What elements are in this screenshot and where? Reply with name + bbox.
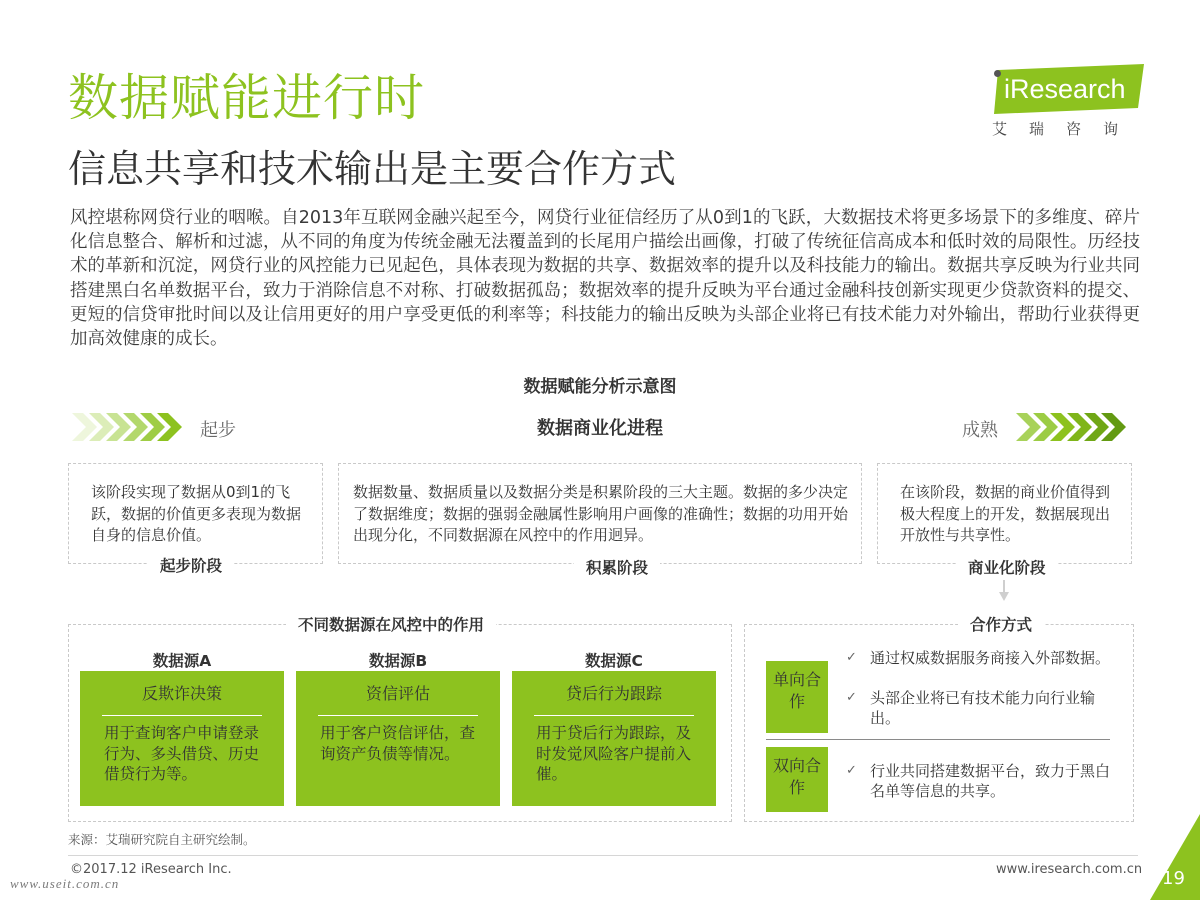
logo-cn-text: 艾瑞咨询 bbox=[992, 120, 1141, 138]
stage-box-commercial bbox=[877, 463, 1132, 564]
iresearch-logo bbox=[988, 60, 1148, 140]
one-way-item-1 bbox=[846, 648, 1116, 668]
arrow-down-icon bbox=[998, 580, 1010, 602]
one-way-item-2-text: 头部企业将已有技术能力向行业输出。 bbox=[870, 689, 1096, 727]
diagram-title: 数据赋能分析示意图 bbox=[523, 377, 677, 397]
stage-start-description: 该阶段实现了数据从0到1的飞跃，数据的价值更多表现为数据自身的信息价值。 bbox=[91, 483, 302, 544]
source-c-body: 用于贷后行为跟踪，及时发觉风险客户提前入催。 bbox=[536, 724, 692, 783]
cooperation-title: 合作方式 bbox=[958, 613, 1044, 635]
stage-mature-label: 成熟 bbox=[962, 420, 998, 441]
data-sources-title: 不同数据源在风控中的作用 bbox=[286, 613, 496, 635]
source-a-body: 用于查询客户申请登录行为、多头借贷、历史借贷行为等。 bbox=[104, 724, 260, 783]
two-way-item-1-text: 行业共同搭建数据平台，致力于黑白名单等信息的共享。 bbox=[870, 762, 1111, 800]
source-b-heading: 资信评估 bbox=[365, 684, 430, 703]
checkmark-icon: ✓ bbox=[846, 763, 857, 778]
page-number: 19 bbox=[1162, 868, 1185, 889]
one-way-item-2 bbox=[846, 688, 1116, 728]
source-c-card bbox=[512, 671, 716, 806]
source-b-title: 数据源B bbox=[368, 652, 428, 670]
stage-start-phase-label: 起步阶段 bbox=[148, 554, 234, 576]
process-title: 数据商业化进程 bbox=[537, 418, 663, 439]
source-c-heading: 贷后行为跟踪 bbox=[565, 684, 662, 703]
logo-dot-icon bbox=[994, 70, 1001, 77]
copyright-text: ©2017.12 iResearch Inc. bbox=[70, 862, 232, 877]
footer-divider bbox=[68, 855, 1138, 856]
cooperation-divider bbox=[766, 739, 1110, 740]
stage-accumulate-phase-label: 积累阶段 bbox=[574, 556, 660, 578]
page-title: 数据赋能进行时 bbox=[68, 69, 425, 127]
logo-brand-text: iResearch bbox=[1004, 74, 1126, 104]
source-b-body: 用于客户资信评估，查询资产负债等情况。 bbox=[320, 724, 476, 763]
watermark-text: www.useit.com.cn bbox=[10, 876, 120, 891]
website-link[interactable]: www.iresearch.com.cn bbox=[996, 862, 1143, 877]
one-way-cooperation-tag: 单向合作 bbox=[766, 661, 828, 733]
source-a-card bbox=[80, 671, 284, 806]
source-b-divider bbox=[318, 715, 478, 716]
source-a-heading: 反欺诈决策 bbox=[141, 684, 222, 703]
stage-commercial-phase-label: 商业化阶段 bbox=[956, 556, 1058, 578]
source-c-title: 数据源C bbox=[585, 652, 643, 670]
checkmark-icon: ✓ bbox=[846, 690, 857, 705]
checkmark-icon: ✓ bbox=[846, 650, 857, 665]
two-way-cooperation-tag: 双向合作 bbox=[766, 747, 828, 812]
source-a-divider bbox=[102, 715, 262, 716]
stage-box-start bbox=[68, 463, 323, 564]
two-way-item-1 bbox=[846, 761, 1116, 801]
one-way-item-1-text: 通过权威数据服务商接入外部数据。 bbox=[870, 649, 1111, 667]
stage-box-accumulate bbox=[338, 463, 862, 564]
stage-commercial-description: 在该阶段，数据的商业价值得到极大程度上的开发，数据展现出开放性与共享性。 bbox=[900, 483, 1111, 544]
source-a-title: 数据源A bbox=[152, 652, 212, 670]
stage-accumulate-description: 数据数量、数据质量以及数据分类是积累阶段的三大主题。数据的多少决定了数据维度；数据的强弱金融属性影响用户画像的准确性；数据的功用开始出现分化，不同数据源在风控中的作用迥异。 bbox=[353, 483, 849, 544]
stage-start-label: 起步 bbox=[200, 420, 236, 441]
source-b-card bbox=[296, 671, 500, 806]
chevrons-right-icon bbox=[1016, 413, 1136, 441]
source-c-divider bbox=[534, 715, 694, 716]
source-note: 来源：艾瑞研究院自主研究绘制。 bbox=[68, 832, 256, 847]
intro-paragraph: 风控堪称网贷行业的咽喉。自2013年互联网金融兴起至今，网贷行业征信经历了从0到1的飞跃，大数据技术将更多场景下的多维度、碎片化信息整合、解析和过滤，从不同的角度为传统金融无法覆盖到的长尾用户描绘出画像，打破了传统征信高成本和低时效的局限性。历经技术的革新和沉淀，网贷行业的风控能力已见起色，具体表现为数据的共享、数据效率的提升以及科技能力的输出。数据共享反映为行业共同搭建黑白名单数据平台，致力于消除信息不对称、打破数据孤岛；数据效率的提升反映为平台通过金融科技创新实现更少贷款资料的提交、更短的信贷审批时间以及让信用更好的用户享受更低的利率等；科技能力的输出反映为头部企业将已有技术能力对外输出，帮助行业获得更加高效健康的成长。 bbox=[70, 208, 1140, 350]
page-subtitle: 信息共享和技术输出是主要合作方式 bbox=[68, 147, 677, 191]
